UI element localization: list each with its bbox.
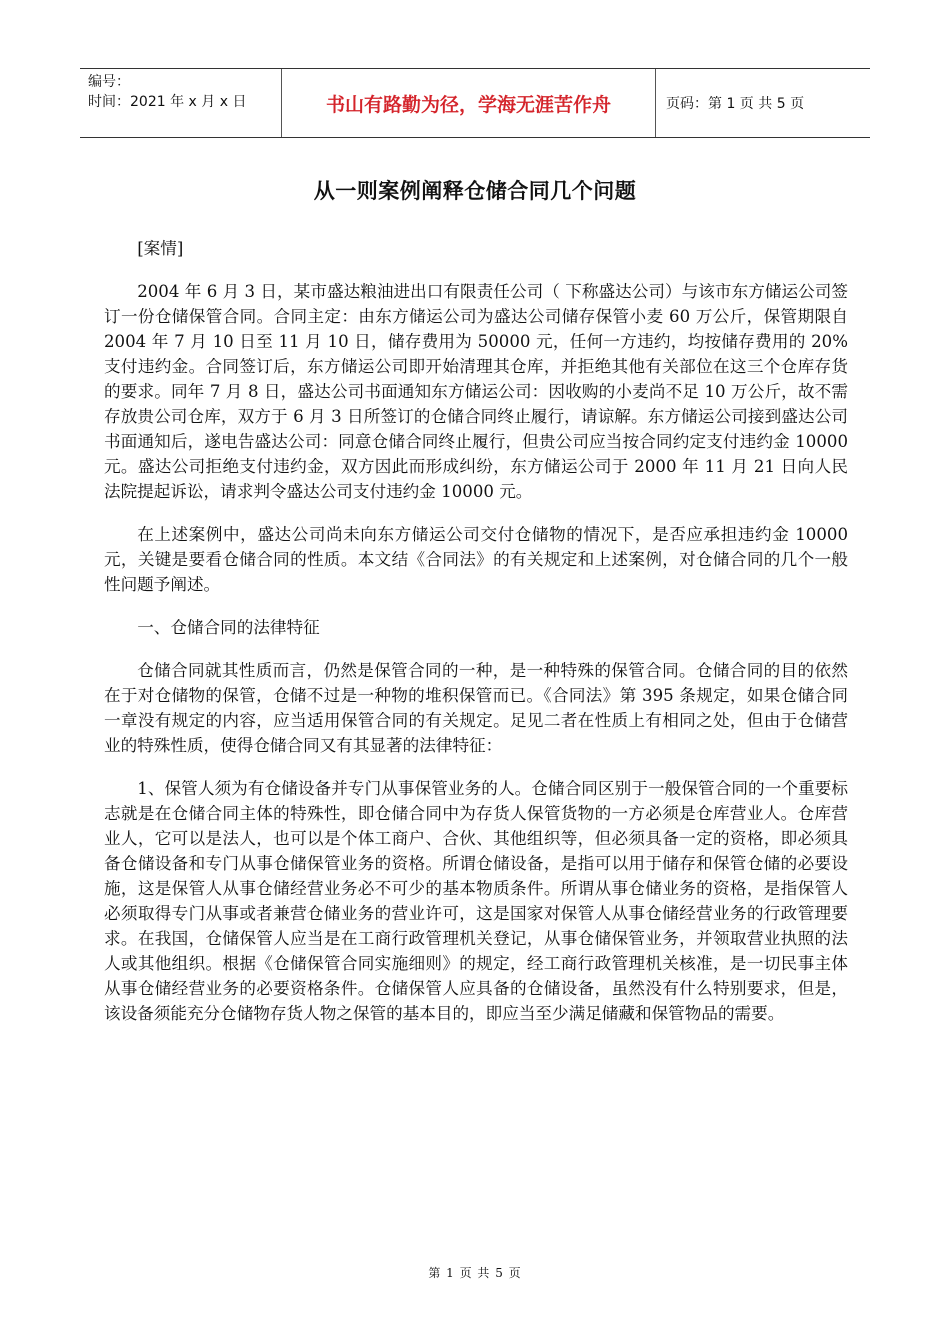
document-time-label: 时间：2021 年 x 月 x 日 bbox=[88, 94, 247, 110]
point-paragraph: 1、保管人须为有仓储设备并专门从事保管业务的人。仓储合同区别于一般保管合同的一个重要标志就是在仓储合同主体的特殊性，即仓储合同中为存货人保管货物的一方必须是仓库营业人。仓库营业人，它可以是法人，也可以是个体工商户、合伙、其他组织等，但必须具备一定的资格，即必须具备仓储设备和专门从事仓储保管业务的资格。所谓仓储设备，是指可以用于储存和保管仓储的必要设施，这是保管人从事仓储经营业务必不可少的基本物质条件。所谓从事仓储业务的资格，是指保管人必须取得专门从事或者兼营仓储业务的营业许可，这是国家对保管人从事仓储经营业务的行政管理要求。在我国，仓储保管人应当是在工商行政管理机关登记，从事仓储保管业务，并领取营业执照的法人或其他组织。根据《仓储保管合同实施细则》的规定，经工商行政管理机关核准，是一切民事主体从事仓储经营业务的必要资格条件。仓储保管人应具备的仓储设备，虽然没有什么特别要求，但是，该设备须能充分仓储物存货人物之保管的基本目的，即应当至少满足储藏和保管物品的需要。 bbox=[104, 779, 848, 1023]
header-page-info: 页码：第 1 页 共 5 页 bbox=[666, 96, 805, 112]
case-paragraph: 2004 年 6 月 3 日，某市盛达粮油进出口有限责任公司（ 下称盛达公司）与该市东方储运公司签订一份仓储保管合同。合同主定：由东方储运公司为盛达公司储存保管小麦 60 万公斤，保管期限自 2004 年 7 月 10 日至 11 月 10 日，储存费用为 50000 元，任何一方违约，均按储存费用的 20%支付违约金。合同签订后，东方储运公司即开始清理其仓库，并拒绝其他有关部位在这三个仓库存货的要求。同年 7 月 8 日，盛达公司书面通知东方储运公司：因收购的小麦尚不足 10 万公斤，故不需存放贵公司仓库，双方于 6 月 3 日所签订的仓储合同终止履行，请谅解。东方储运公司接到盛达公司书面通知后，遂电告盛达公司：同意仓储合同终止履行，但贵公司应当按合同约定支付违约金 10000 元。盛达公司拒绝支付违约金，双方因此而形成纠纷，东方储运公司于 2000 年 11 月 21 日向人民法院提起诉讼，请求判令盛达公司支付违约金 10000 元。 bbox=[104, 282, 848, 501]
section-heading: 一、仓储合同的法律特征 bbox=[137, 618, 320, 637]
document-number-label: 编号： bbox=[88, 74, 130, 90]
analysis-paragraph: 在上述案例中，盛达公司尚未向东方储运公司交付仓储物的情况下，是否应承担违约金 10000 元，关键是要看仓储合同的性质。本文结《合同法》的有关规定和上述案例，对仓储合同的几个一般性问题予阐述。 bbox=[104, 525, 848, 594]
section-paragraph: 仓储合同就其性质而言，仍然是保管合同的一种，是一种特殊的保管合同。仓储合同的目的依然在于对仓储物的保管，仓储不过是一种物的堆积保管而已。《合同法》第 395 条规定，如果仓储合同一章没有规定的内容，应当适用保管合同的有关规定。足见二者在性质上有相同之处，但由于仓储营业的特殊性质，使得仓储合同又有其显著的法律特征： bbox=[104, 661, 848, 755]
case-heading: [案情] bbox=[137, 239, 184, 258]
document-header bbox=[80, 68, 870, 138]
document-body bbox=[104, 236, 848, 1044]
header-info-cell bbox=[80, 69, 282, 137]
page-footer: 第 1 页 共 5 页 bbox=[428, 1266, 522, 1280]
header-motto: 书山有路勤为径，学海无涯苦作舟 bbox=[282, 69, 656, 137]
document-title: 从一则案例阐释仓储合同几个问题 bbox=[313, 179, 637, 203]
